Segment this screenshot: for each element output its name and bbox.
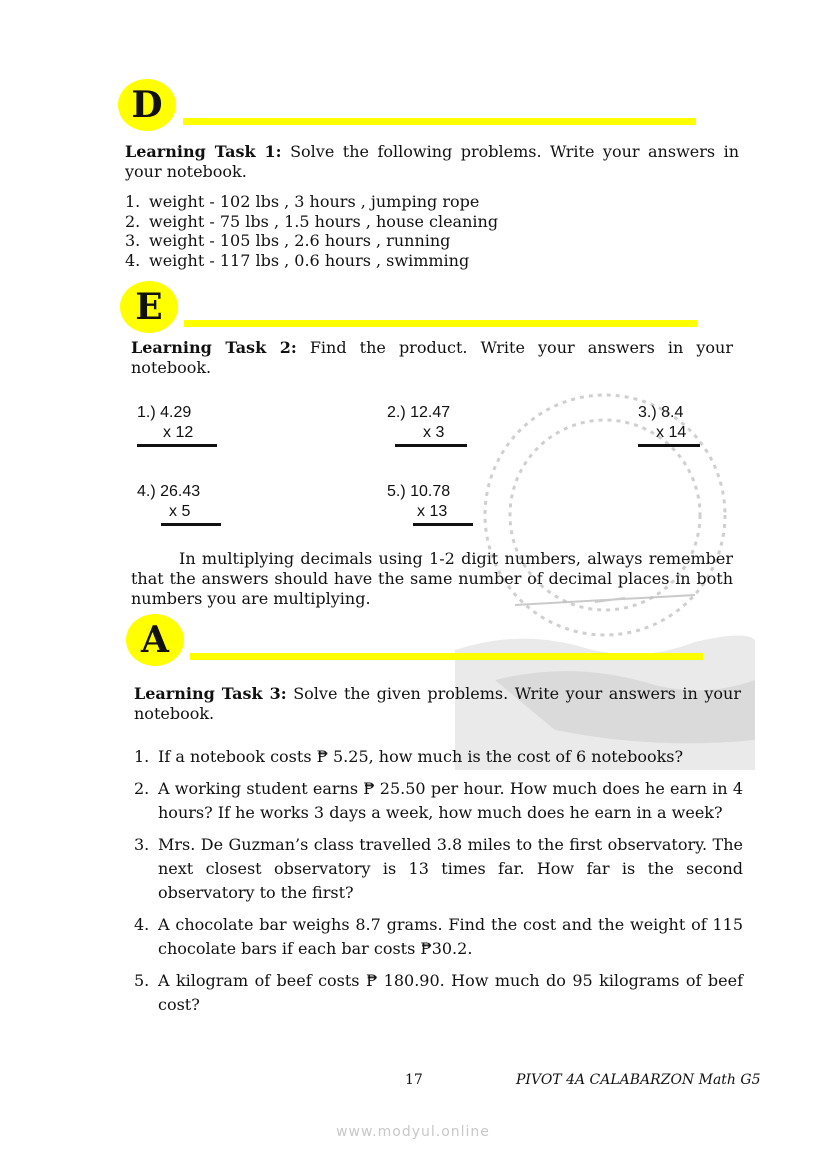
list-item: 1. If a notebook costs ₱ 5.25, how much is the cost of 6 notebooks?	[134, 747, 684, 766]
task3-instructions	[134, 684, 741, 724]
list-item: 2. weight - 75 lbs , 1.5 hours , house cleaning	[125, 211, 499, 231]
task3-text: Solve the given problems. Write your answers in your notebook.	[134, 684, 741, 723]
list-item: 3. weight - 105 lbs , 2.6 hours , running	[125, 231, 451, 250]
section-d-badge: D	[118, 79, 176, 131]
task3-list	[134, 745, 743, 1025]
task2-text: Find the product. Write your answers in your notebook.	[131, 338, 733, 377]
list-item: 4. A chocolate bar weighs 8.7 grams. Find the cost and the weight of 115 chocolate bars if each bar costs ₱30.2.	[134, 915, 743, 958]
task3-label: Learning Task 3:	[134, 684, 287, 703]
page-number: 17	[405, 1072, 423, 1088]
task1-text: Solve the following problems. Write your answers in your notebook.	[125, 142, 739, 181]
problem-2: 2.) 12.47 x 3	[387, 403, 467, 447]
list-item: 1. weight - 102 lbs , 3 hours , jumping rope	[125, 192, 480, 211]
section-d-line	[183, 118, 696, 125]
task2-instructions	[131, 338, 733, 378]
site-watermark: www.modyul.online	[336, 1124, 490, 1140]
decimal-note: In multiplying decimals using 1-2 digit numbers, always remember that the answers should have the same number of decimal places in both numbers you are multiplying.	[131, 549, 733, 608]
section-e-badge: E	[120, 281, 178, 333]
problem-4: 4.) 26.43 x 5	[137, 482, 221, 526]
task1-instructions	[125, 142, 739, 182]
section-e-line	[184, 320, 697, 327]
task2-label: Learning Task 2:	[131, 338, 297, 357]
footer-title: PIVOT 4A CALABARZON Math G5	[516, 1072, 761, 1088]
section-a-badge: A	[126, 614, 184, 666]
list-item: 4. weight - 117 lbs , 0.6 hours , swimming	[125, 250, 470, 270]
list-item: 5. A kilogram of beef costs ₱ 180.90. How much do 95 kilograms of beef cost?	[134, 971, 743, 1014]
problem-1: 1.) 4.29 x 12	[137, 403, 217, 447]
problem-5: 5.) 10.78 x 13	[387, 482, 473, 526]
task1-label: Learning Task 1:	[125, 142, 282, 161]
task1-list	[125, 192, 498, 270]
problem-3: 3.) 8.4 x 14	[638, 403, 700, 447]
list-item: 3. Mrs. De Guzman’s class travelled 3.8 miles to the first observatory. The next closest observatory is 13 times far. How far is the second observatory to the first?	[134, 835, 743, 902]
section-a-line	[190, 653, 703, 660]
list-item: 2. A working student earns ₱ 25.50 per hour. How much does he earn in 4 hours? If he works 3 days a week, how much does he earn in a week?	[134, 779, 743, 822]
